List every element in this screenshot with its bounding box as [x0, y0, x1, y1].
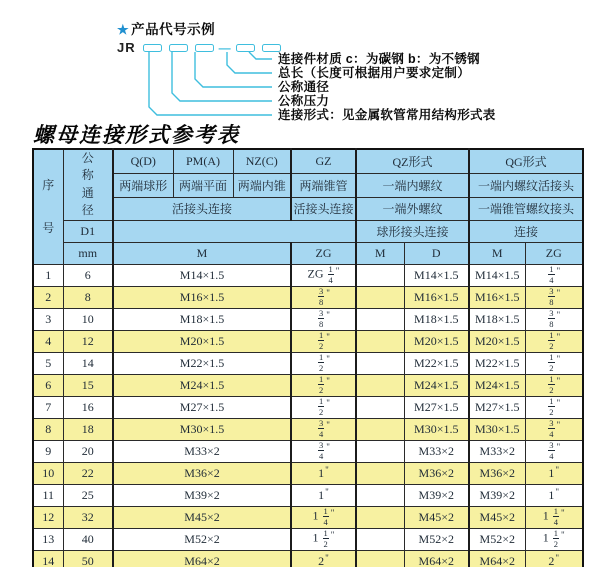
header-qz-desc2: 一端外螺纹	[356, 197, 469, 220]
header-nz: NZ(C)	[233, 149, 291, 173]
cell-qg-m: M27×1.5	[469, 396, 525, 418]
cell-seq: 11	[33, 484, 63, 506]
cell-qg-zg: 2"	[525, 550, 583, 567]
cell-m-thread: M52×2	[113, 528, 291, 550]
nut-connection-table	[32, 148, 584, 567]
code-label-connection: 连接形式：见金属软管常用结构形式表	[278, 108, 496, 122]
cell-qz-d: M16×1.5	[404, 286, 469, 308]
code-label-material: 连接件材质 c：为碳钢 b：为不锈钢	[278, 52, 480, 66]
cell-qg-zg: $\frac{1}{4}$ "	[525, 264, 583, 286]
header-gz-connection: 活接头连接	[291, 197, 356, 220]
code-label-length: 总长（长度可根据用户要求定制）	[278, 66, 471, 80]
diagram-heading-text: 产品代号示例	[131, 22, 216, 37]
header-qg: QG形式	[469, 149, 583, 173]
cell-qz-m	[356, 550, 404, 567]
cell-qz-d: M36×2	[404, 462, 469, 484]
table-body	[33, 264, 583, 567]
cell-qg-zg: $\frac{3}{8}$ "	[525, 308, 583, 330]
cell-dn: 32	[63, 506, 113, 528]
cell-m-thread: M24×1.5	[113, 374, 291, 396]
cell-qz-m	[356, 418, 404, 440]
cell-qz-m	[356, 440, 404, 462]
cell-m-thread: M36×2	[113, 462, 291, 484]
cell-qz-m	[356, 286, 404, 308]
cell-qg-m: M16×1.5	[469, 286, 525, 308]
cell-qz-m	[356, 462, 404, 484]
cell-m-thread: M64×2	[113, 550, 291, 567]
code-label-pressure: 公称压力	[278, 94, 330, 108]
cell-gz-size: 2"	[291, 550, 356, 567]
cell-qg-zg: $\frac{1}{2}$ "	[525, 374, 583, 396]
cell-m-thread: M39×2	[113, 484, 291, 506]
cell-qz-d: M64×2	[404, 550, 469, 567]
cell-qg-m: M14×1.5	[469, 264, 525, 286]
cell-gz-size: $\frac{1}{2}$ "	[291, 330, 356, 352]
cell-gz-size: $\frac{1}{2}$ "	[291, 396, 356, 418]
table-row	[33, 440, 583, 462]
cell-qz-m	[356, 484, 404, 506]
table-row	[33, 352, 583, 374]
cell-gz-size: 1"	[291, 484, 356, 506]
cell-qg-zg: $\frac{1}{2}$ "	[525, 396, 583, 418]
cell-qz-m	[356, 330, 404, 352]
header-pm-desc: 两端平面	[173, 173, 233, 197]
cell-qg-m: M39×2	[469, 484, 525, 506]
code-label-bore: 公称通径	[278, 80, 330, 94]
cell-gz-size: $\frac{1}{2}$ "	[291, 352, 356, 374]
cell-gz-size: 1"	[291, 462, 356, 484]
cell-qz-d: M30×1.5	[404, 418, 469, 440]
cell-m-thread: M20×1.5	[113, 330, 291, 352]
cell-seq: 2	[33, 286, 63, 308]
cell-dn: 16	[63, 396, 113, 418]
header-seq: 序号	[33, 149, 63, 264]
cell-gz-size: $\frac{3}{4}$ "	[291, 418, 356, 440]
cell-qz-d: M45×2	[404, 506, 469, 528]
header-qz-connection: 球形接头连接	[356, 220, 469, 242]
cell-seq: 9	[33, 440, 63, 462]
cell-qg-m: M33×2	[469, 440, 525, 462]
table-header	[33, 149, 583, 264]
cell-dn: 22	[63, 462, 113, 484]
cell-qg-zg: $\frac{3}{4}$ "	[525, 440, 583, 462]
header-zg2: ZG	[525, 242, 583, 264]
header-gz: GZ	[291, 149, 356, 173]
header-nz-desc: 两端内锥	[233, 173, 291, 197]
cell-seq: 8	[33, 418, 63, 440]
cell-seq: 1	[33, 264, 63, 286]
table-row	[33, 506, 583, 528]
cell-m-thread: M14×1.5	[113, 264, 291, 286]
cell-dn: 40	[63, 528, 113, 550]
table-row	[33, 484, 583, 506]
cell-qz-m	[356, 264, 404, 286]
header-d: D	[404, 242, 469, 264]
header-m1: M	[113, 242, 291, 264]
cell-seq: 12	[33, 506, 63, 528]
cell-gz-size: 1 $\frac{1}{4}$ "	[291, 506, 356, 528]
table-row	[33, 418, 583, 440]
cell-gz-size: $\frac{3}{4}$ "	[291, 440, 356, 462]
cell-seq: 10	[33, 462, 63, 484]
cell-qz-m	[356, 374, 404, 396]
cell-qg-m: M22×1.5	[469, 352, 525, 374]
cell-seq: 6	[33, 374, 63, 396]
cell-qz-d: M18×1.5	[404, 308, 469, 330]
cell-qg-m: M64×2	[469, 550, 525, 567]
cell-m-thread: M16×1.5	[113, 286, 291, 308]
header-qg-desc2: 一端锥管螺纹接头	[469, 197, 583, 220]
cell-qg-m: M30×1.5	[469, 418, 525, 440]
cell-qz-d: M24×1.5	[404, 374, 469, 396]
cell-qg-zg: 1 $\frac{1}{4}$ "	[525, 506, 583, 528]
cell-gz-size: ZG $\frac{1}{4}$ "	[291, 264, 356, 286]
cell-dn: 12	[63, 330, 113, 352]
header-d1: D1	[63, 220, 113, 242]
header-m2: M	[356, 242, 404, 264]
cell-seq: 5	[33, 352, 63, 374]
cell-qz-m	[356, 528, 404, 550]
cell-qz-d: M39×2	[404, 484, 469, 506]
cell-qg-zg: $\frac{1}{2}$ "	[525, 352, 583, 374]
header-m3: M	[469, 242, 525, 264]
cell-dn: 50	[63, 550, 113, 567]
cell-seq: 13	[33, 528, 63, 550]
product-code-prefix: JR	[117, 40, 136, 55]
cell-qg-m: M45×2	[469, 506, 525, 528]
cell-qz-d: M20×1.5	[404, 330, 469, 352]
cell-dn: 15	[63, 374, 113, 396]
cell-dn: 20	[63, 440, 113, 462]
cell-seq: 3	[33, 308, 63, 330]
cell-qg-m: M18×1.5	[469, 308, 525, 330]
code-dash: —	[218, 40, 231, 55]
header-zg1: ZG	[291, 242, 356, 264]
cell-seq: 4	[33, 330, 63, 352]
table-row	[33, 528, 583, 550]
cell-gz-size: $\frac{3}{8}$ "	[291, 308, 356, 330]
table-row	[33, 550, 583, 567]
header-pm: PM(A)	[173, 149, 233, 173]
cell-m-thread: M33×2	[113, 440, 291, 462]
table-row	[33, 286, 583, 308]
cell-qz-d: M14×1.5	[404, 264, 469, 286]
table-row	[33, 308, 583, 330]
cell-qg-m: M24×1.5	[469, 374, 525, 396]
cell-qz-d: M52×2	[404, 528, 469, 550]
table-row	[33, 264, 583, 286]
header-gz-desc: 两端锥管	[291, 173, 356, 197]
page-title: 螺母连接形式参考表	[33, 123, 240, 147]
header-empty	[113, 220, 356, 242]
table-row	[33, 462, 583, 484]
cell-dn: 25	[63, 484, 113, 506]
cell-qg-zg: $\frac{1}{2}$ "	[525, 330, 583, 352]
header-qz-desc1: 一端内螺纹	[356, 173, 469, 197]
star-icon: ★	[117, 22, 130, 37]
cell-m-thread: M22×1.5	[113, 352, 291, 374]
cell-qg-m: M20×1.5	[469, 330, 525, 352]
header-mm: mm	[63, 242, 113, 264]
header-q: Q(D)	[113, 149, 173, 173]
cell-qz-m	[356, 396, 404, 418]
cell-seq: 14	[33, 550, 63, 567]
header-bore: 公称通径	[63, 149, 113, 220]
cell-dn: 14	[63, 352, 113, 374]
header-q-desc: 两端球形	[113, 173, 173, 197]
cell-qz-m	[356, 308, 404, 330]
cell-qg-zg: 1 $\frac{1}{2}$ "	[525, 528, 583, 550]
cell-m-thread: M27×1.5	[113, 396, 291, 418]
header-qz: QZ形式	[356, 149, 469, 173]
cell-m-thread: M45×2	[113, 506, 291, 528]
cell-qz-d: M27×1.5	[404, 396, 469, 418]
cell-m-thread: M18×1.5	[113, 308, 291, 330]
cell-dn: 6	[63, 264, 113, 286]
cell-qg-zg: $\frac{3}{4}$ "	[525, 418, 583, 440]
cell-gz-size: 1 $\frac{1}{2}$ "	[291, 528, 356, 550]
cell-qg-zg: $\frac{3}{8}$ "	[525, 286, 583, 308]
cell-qg-m: M52×2	[469, 528, 525, 550]
cell-qz-m	[356, 506, 404, 528]
cell-m-thread: M30×1.5	[113, 418, 291, 440]
header-qg-connection: 连接	[469, 220, 583, 242]
cell-qz-d: M22×1.5	[404, 352, 469, 374]
header-union-connection: 活接头连接	[113, 197, 291, 220]
table-row	[33, 374, 583, 396]
cell-seq: 7	[33, 396, 63, 418]
table-row	[33, 330, 583, 352]
cell-qg-zg: 1"	[525, 484, 583, 506]
table-row	[33, 396, 583, 418]
cell-gz-size: $\frac{1}{2}$ "	[291, 374, 356, 396]
cell-qz-d: M33×2	[404, 440, 469, 462]
cell-dn: 10	[63, 308, 113, 330]
cell-gz-size: $\frac{3}{8}$ "	[291, 286, 356, 308]
header-qg-desc1: 一端内螺纹活接头	[469, 173, 583, 197]
cell-qg-m: M36×2	[469, 462, 525, 484]
cell-qz-m	[356, 352, 404, 374]
cell-qg-zg: 1"	[525, 462, 583, 484]
cell-dn: 8	[63, 286, 113, 308]
cell-dn: 18	[63, 418, 113, 440]
